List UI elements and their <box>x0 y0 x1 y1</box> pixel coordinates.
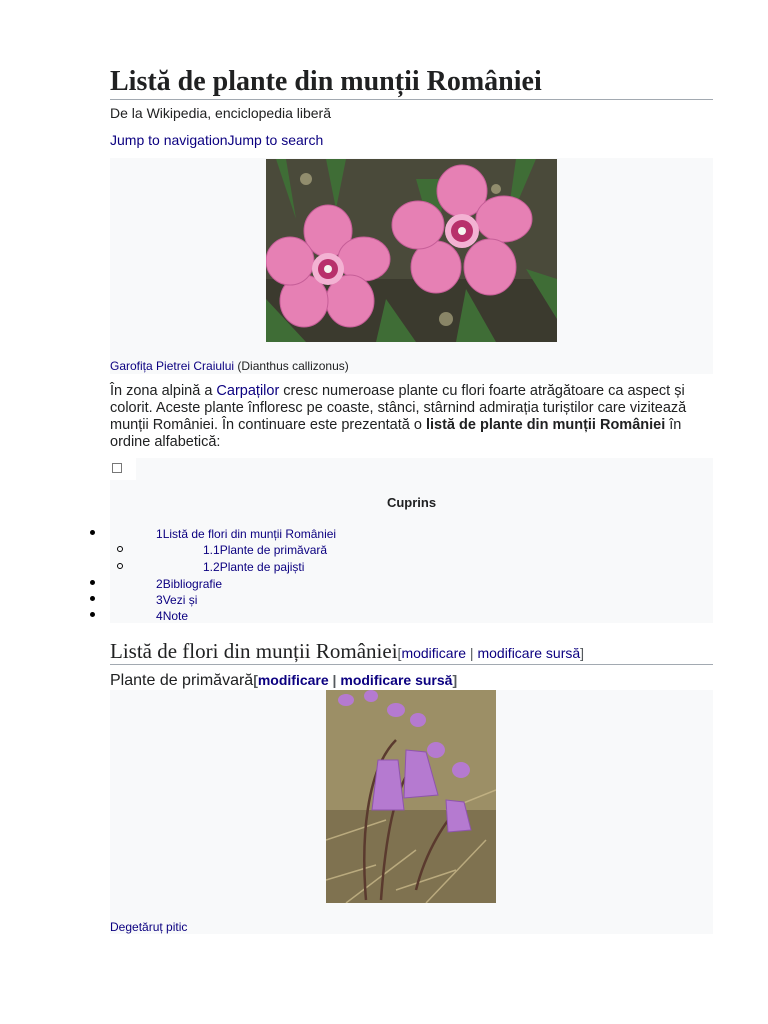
toc-title: Cuprins <box>386 495 437 510</box>
toc-toggle-checkbox[interactable] <box>110 458 136 480</box>
section-edit-links: [modificare | modificare sursă] <box>397 645 585 661</box>
dianthus-photo[interactable] <box>266 159 557 342</box>
figure-caption <box>110 359 349 373</box>
soldanella-photo[interactable] <box>326 690 496 903</box>
toc-item-3[interactable]: 3Vezi și <box>156 593 197 607</box>
figure-dianthus <box>110 158 713 374</box>
jump-to-navigation-link[interactable]: Jump to navigation <box>110 132 228 148</box>
page-title: Listă de plante din munții României <box>110 64 713 100</box>
edit-link[interactable]: modificare <box>401 645 467 661</box>
subsection-edit-link[interactable]: modificare <box>257 672 329 688</box>
subsection-heading-text: Plante de primăvară <box>110 672 254 689</box>
caption-link-degetarut[interactable]: Degetăruț pitic <box>110 920 188 934</box>
toc-item-1-2[interactable]: 1.2Plante de pajiști <box>203 560 304 574</box>
toc-item-2[interactable]: 2Bibliografie <box>156 577 222 591</box>
figure-soldanella <box>110 690 713 934</box>
toc-item-1-1[interactable]: 1.1Plante de primăvară <box>203 543 327 557</box>
intro-text-1: În zona alpină a <box>110 383 217 399</box>
edit-source-link[interactable]: modificare sursă <box>477 645 581 661</box>
subsection-heading-primavara <box>110 670 457 691</box>
table-of-contents <box>110 458 713 623</box>
figure-caption-degetarut <box>110 920 187 934</box>
site-tagline: De la Wikipedia, enciclopedia liberă <box>110 105 332 121</box>
jump-links <box>110 132 323 148</box>
carpati-link[interactable]: Carpaților <box>216 383 280 399</box>
intro-text-2: cresc numeroase plante cu flori foarte atrăgătoare ca aspect și colorit. Aceste plante înfloresc pe coaste, stânci, stârnind admirația turiștilor care vizitează munții României. În continuare este prezentată o <box>110 383 687 433</box>
subsection-edit-source-link[interactable]: modificare sursă <box>340 672 453 688</box>
intro-paragraph <box>110 383 713 451</box>
toc-item-1[interactable]: 1Listă de flori din munții României <box>156 527 336 541</box>
caption-text: (Dianthus callizonus) <box>234 359 349 373</box>
section-heading-text: Listă de flori din munții României <box>110 639 398 663</box>
subsection-edit-links: [modificare | modificare sursă] <box>253 672 458 688</box>
caption-link-garofita[interactable]: Garofița Pietrei Craiului <box>110 359 235 373</box>
intro-bold: listă de plante din munții României <box>425 417 666 433</box>
jump-to-search-link[interactable]: Jump to search <box>227 132 324 148</box>
toc-item-4[interactable]: 4Note <box>156 609 188 623</box>
intro-text-3: în ordine alfabetică: <box>110 417 682 450</box>
section-heading-flori <box>110 638 713 665</box>
